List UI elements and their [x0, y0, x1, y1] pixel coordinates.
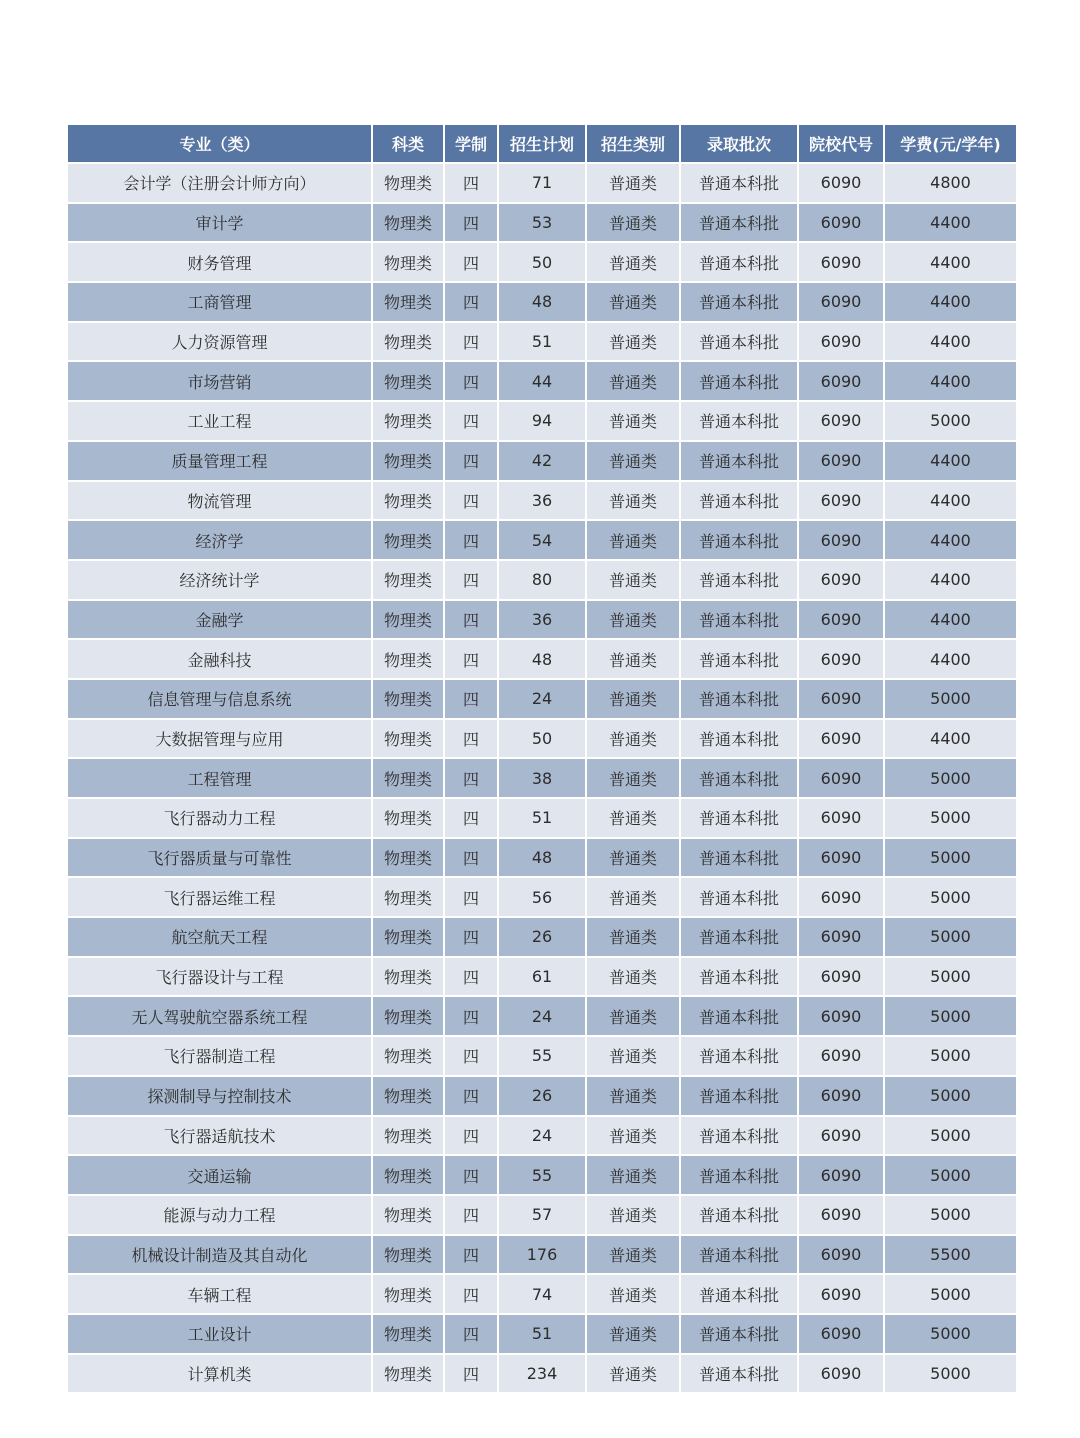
table-row: [68, 560, 1016, 600]
cell-tuition: 5000: [884, 1314, 1016, 1354]
table-row: [68, 401, 1016, 441]
header-enrollment-type: 招生类别: [586, 125, 680, 163]
table-row: [68, 1274, 1016, 1314]
cell-subject-category: 物理类: [372, 1354, 444, 1394]
cell-enrollment-type: 普通类: [586, 957, 680, 997]
header-tuition: 学费(元/学年): [884, 125, 1016, 163]
cell-admission-batch: 普通本科批: [680, 758, 798, 798]
cell-school-code: 6090: [798, 242, 884, 282]
cell-duration: 四: [444, 1314, 498, 1354]
cell-school-code: 6090: [798, 560, 884, 600]
cell-tuition: 5000: [884, 1274, 1016, 1314]
cell-enrollment-plan: 38: [498, 758, 586, 798]
cell-enrollment-type: 普通类: [586, 1274, 680, 1314]
cell-duration: 四: [444, 719, 498, 759]
cell-admission-batch: 普通本科批: [680, 441, 798, 481]
cell-duration: 四: [444, 520, 498, 560]
table-row: [68, 758, 1016, 798]
cell-enrollment-plan: 55: [498, 1036, 586, 1076]
cell-subject-category: 物理类: [372, 877, 444, 917]
table-row: [68, 996, 1016, 1036]
cell-admission-batch: 普通本科批: [680, 600, 798, 640]
table-row: [68, 1354, 1016, 1394]
cell-tuition: 5000: [884, 917, 1016, 957]
cell-enrollment-type: 普通类: [586, 1036, 680, 1076]
cell-admission-batch: 普通本科批: [680, 1235, 798, 1275]
cell-subject-category: 物理类: [372, 1036, 444, 1076]
cell-school-code: 6090: [798, 798, 884, 838]
cell-subject-category: 物理类: [372, 1076, 444, 1116]
cell-tuition: 4400: [884, 361, 1016, 401]
cell-admission-batch: 普通本科批: [680, 877, 798, 917]
cell-subject-category: 物理类: [372, 322, 444, 362]
header-enrollment-plan: 招生计划: [498, 125, 586, 163]
cell-enrollment-plan: 94: [498, 401, 586, 441]
cell-enrollment-type: 普通类: [586, 996, 680, 1036]
cell-duration: 四: [444, 322, 498, 362]
table-row: [68, 242, 1016, 282]
table-row: [68, 282, 1016, 322]
cell-subject-category: 物理类: [372, 1274, 444, 1314]
cell-school-code: 6090: [798, 679, 884, 719]
cell-tuition: 5000: [884, 401, 1016, 441]
table-row: [68, 639, 1016, 679]
cell-enrollment-type: 普通类: [586, 639, 680, 679]
cell-enrollment-type: 普通类: [586, 322, 680, 362]
table-row: [68, 481, 1016, 521]
cell-enrollment-type: 普通类: [586, 1314, 680, 1354]
cell-admission-batch: 普通本科批: [680, 1036, 798, 1076]
cell-enrollment-plan: 50: [498, 719, 586, 759]
cell-school-code: 6090: [798, 1155, 884, 1195]
cell-admission-batch: 普通本科批: [680, 203, 798, 243]
cell-subject-category: 物理类: [372, 520, 444, 560]
cell-duration: 四: [444, 639, 498, 679]
cell-tuition: 5000: [884, 996, 1016, 1036]
cell-enrollment-type: 普通类: [586, 163, 680, 203]
cell-subject-category: 物理类: [372, 1314, 444, 1354]
table-row: [68, 1116, 1016, 1156]
cell-enrollment-plan: 24: [498, 1116, 586, 1156]
cell-subject-category: 物理类: [372, 203, 444, 243]
cell-major: 飞行器设计与工程: [68, 957, 372, 997]
cell-duration: 四: [444, 163, 498, 203]
cell-major: 飞行器适航技术: [68, 1116, 372, 1156]
cell-enrollment-plan: 234: [498, 1354, 586, 1394]
header-duration: 学制: [444, 125, 498, 163]
cell-duration: 四: [444, 1195, 498, 1235]
cell-admission-batch: 普通本科批: [680, 1076, 798, 1116]
cell-admission-batch: 普通本科批: [680, 679, 798, 719]
cell-major: 经济统计学: [68, 560, 372, 600]
cell-school-code: 6090: [798, 520, 884, 560]
cell-duration: 四: [444, 1116, 498, 1156]
cell-duration: 四: [444, 560, 498, 600]
cell-enrollment-plan: 44: [498, 361, 586, 401]
cell-tuition: 5000: [884, 1195, 1016, 1235]
cell-enrollment-type: 普通类: [586, 282, 680, 322]
cell-enrollment-plan: 42: [498, 441, 586, 481]
cell-duration: 四: [444, 203, 498, 243]
cell-school-code: 6090: [798, 282, 884, 322]
cell-subject-category: 物理类: [372, 282, 444, 322]
cell-subject-category: 物理类: [372, 838, 444, 878]
cell-enrollment-type: 普通类: [586, 441, 680, 481]
cell-school-code: 6090: [798, 1274, 884, 1314]
table-row: [68, 1314, 1016, 1354]
cell-admission-batch: 普通本科批: [680, 1314, 798, 1354]
table-row: [68, 798, 1016, 838]
cell-enrollment-plan: 24: [498, 679, 586, 719]
cell-admission-batch: 普通本科批: [680, 957, 798, 997]
cell-enrollment-plan: 74: [498, 1274, 586, 1314]
cell-enrollment-type: 普通类: [586, 1155, 680, 1195]
cell-major: 物流管理: [68, 481, 372, 521]
cell-tuition: 5000: [884, 1354, 1016, 1394]
cell-major: 无人驾驶航空器系统工程: [68, 996, 372, 1036]
cell-school-code: 6090: [798, 1235, 884, 1275]
cell-major: 质量管理工程: [68, 441, 372, 481]
admissions-table-container: [68, 125, 1016, 1394]
cell-subject-category: 物理类: [372, 679, 444, 719]
cell-tuition: 5000: [884, 758, 1016, 798]
cell-subject-category: 物理类: [372, 719, 444, 759]
cell-tuition: 4400: [884, 719, 1016, 759]
table-row: [68, 1155, 1016, 1195]
cell-admission-batch: 普通本科批: [680, 1195, 798, 1235]
cell-tuition: 4800: [884, 163, 1016, 203]
table-row: [68, 1235, 1016, 1275]
cell-duration: 四: [444, 679, 498, 719]
cell-school-code: 6090: [798, 719, 884, 759]
cell-major: 飞行器运维工程: [68, 877, 372, 917]
table-row: [68, 600, 1016, 640]
cell-enrollment-plan: 48: [498, 282, 586, 322]
cell-admission-batch: 普通本科批: [680, 401, 798, 441]
cell-subject-category: 物理类: [372, 1116, 444, 1156]
cell-school-code: 6090: [798, 1314, 884, 1354]
cell-enrollment-type: 普通类: [586, 242, 680, 282]
table-row: [68, 203, 1016, 243]
cell-major: 车辆工程: [68, 1274, 372, 1314]
cell-enrollment-plan: 51: [498, 1314, 586, 1354]
cell-enrollment-plan: 71: [498, 163, 586, 203]
cell-duration: 四: [444, 242, 498, 282]
cell-admission-batch: 普通本科批: [680, 1274, 798, 1314]
cell-enrollment-type: 普通类: [586, 917, 680, 957]
cell-enrollment-plan: 53: [498, 203, 586, 243]
cell-enrollment-plan: 50: [498, 242, 586, 282]
cell-tuition: 5000: [884, 1155, 1016, 1195]
cell-major: 会计学（注册会计师方向）: [68, 163, 372, 203]
table-row: [68, 838, 1016, 878]
cell-major: 大数据管理与应用: [68, 719, 372, 759]
cell-duration: 四: [444, 1235, 498, 1275]
cell-major: 计算机类: [68, 1354, 372, 1394]
table-row: [68, 877, 1016, 917]
table-row: [68, 441, 1016, 481]
cell-subject-category: 物理类: [372, 957, 444, 997]
cell-duration: 四: [444, 441, 498, 481]
cell-school-code: 6090: [798, 917, 884, 957]
cell-duration: 四: [444, 1076, 498, 1116]
cell-admission-batch: 普通本科批: [680, 798, 798, 838]
header-subject-category: 科类: [372, 125, 444, 163]
cell-tuition: 4400: [884, 520, 1016, 560]
cell-tuition: 5500: [884, 1235, 1016, 1275]
cell-subject-category: 物理类: [372, 361, 444, 401]
cell-duration: 四: [444, 957, 498, 997]
table-row: [68, 163, 1016, 203]
table-row: [68, 520, 1016, 560]
cell-enrollment-type: 普通类: [586, 758, 680, 798]
cell-admission-batch: 普通本科批: [680, 917, 798, 957]
cell-school-code: 6090: [798, 441, 884, 481]
cell-subject-category: 物理类: [372, 1195, 444, 1235]
cell-tuition: 4400: [884, 322, 1016, 362]
cell-major: 机械设计制造及其自动化: [68, 1235, 372, 1275]
cell-enrollment-plan: 48: [498, 639, 586, 679]
cell-admission-batch: 普通本科批: [680, 838, 798, 878]
table-row: [68, 679, 1016, 719]
cell-admission-batch: 普通本科批: [680, 1354, 798, 1394]
cell-duration: 四: [444, 600, 498, 640]
cell-admission-batch: 普通本科批: [680, 520, 798, 560]
cell-major: 金融科技: [68, 639, 372, 679]
cell-enrollment-type: 普通类: [586, 481, 680, 521]
cell-enrollment-plan: 51: [498, 798, 586, 838]
cell-tuition: 5000: [884, 877, 1016, 917]
cell-enrollment-type: 普通类: [586, 838, 680, 878]
cell-enrollment-plan: 80: [498, 560, 586, 600]
cell-major: 审计学: [68, 203, 372, 243]
cell-school-code: 6090: [798, 322, 884, 362]
cell-school-code: 6090: [798, 1036, 884, 1076]
cell-school-code: 6090: [798, 838, 884, 878]
cell-major: 工业工程: [68, 401, 372, 441]
cell-duration: 四: [444, 282, 498, 322]
cell-major: 飞行器动力工程: [68, 798, 372, 838]
cell-subject-category: 物理类: [372, 242, 444, 282]
cell-enrollment-plan: 56: [498, 877, 586, 917]
cell-subject-category: 物理类: [372, 1155, 444, 1195]
cell-enrollment-type: 普通类: [586, 361, 680, 401]
cell-school-code: 6090: [798, 1354, 884, 1394]
cell-admission-batch: 普通本科批: [680, 282, 798, 322]
cell-enrollment-plan: 24: [498, 996, 586, 1036]
cell-school-code: 6090: [798, 163, 884, 203]
cell-duration: 四: [444, 996, 498, 1036]
cell-subject-category: 物理类: [372, 163, 444, 203]
cell-major: 金融学: [68, 600, 372, 640]
cell-duration: 四: [444, 798, 498, 838]
cell-enrollment-type: 普通类: [586, 1354, 680, 1394]
table-body: [68, 163, 1016, 1393]
cell-school-code: 6090: [798, 361, 884, 401]
cell-enrollment-type: 普通类: [586, 520, 680, 560]
cell-school-code: 6090: [798, 600, 884, 640]
cell-duration: 四: [444, 1274, 498, 1314]
cell-subject-category: 物理类: [372, 917, 444, 957]
cell-subject-category: 物理类: [372, 758, 444, 798]
cell-school-code: 6090: [798, 639, 884, 679]
cell-enrollment-type: 普通类: [586, 679, 680, 719]
cell-subject-category: 物理类: [372, 441, 444, 481]
cell-admission-batch: 普通本科批: [680, 481, 798, 521]
cell-subject-category: 物理类: [372, 798, 444, 838]
cell-enrollment-plan: 26: [498, 917, 586, 957]
cell-tuition: 5000: [884, 1116, 1016, 1156]
cell-admission-batch: 普通本科批: [680, 560, 798, 600]
cell-enrollment-plan: 176: [498, 1235, 586, 1275]
cell-duration: 四: [444, 1354, 498, 1394]
cell-school-code: 6090: [798, 1195, 884, 1235]
cell-enrollment-type: 普通类: [586, 1195, 680, 1235]
header-admission-batch: 录取批次: [680, 125, 798, 163]
header-school-code: 院校代号: [798, 125, 884, 163]
cell-tuition: 4400: [884, 481, 1016, 521]
cell-subject-category: 物理类: [372, 1235, 444, 1275]
cell-tuition: 4400: [884, 242, 1016, 282]
table-header-row: [68, 125, 1016, 163]
cell-enrollment-type: 普通类: [586, 877, 680, 917]
table-row: [68, 719, 1016, 759]
cell-tuition: 4400: [884, 203, 1016, 243]
table-row: [68, 1076, 1016, 1116]
cell-admission-batch: 普通本科批: [680, 639, 798, 679]
cell-tuition: 4400: [884, 441, 1016, 481]
cell-subject-category: 物理类: [372, 996, 444, 1036]
cell-admission-batch: 普通本科批: [680, 361, 798, 401]
cell-enrollment-type: 普通类: [586, 798, 680, 838]
cell-duration: 四: [444, 1036, 498, 1076]
cell-enrollment-plan: 55: [498, 1155, 586, 1195]
cell-major: 飞行器制造工程: [68, 1036, 372, 1076]
cell-tuition: 5000: [884, 957, 1016, 997]
cell-admission-batch: 普通本科批: [680, 1116, 798, 1156]
cell-major: 能源与动力工程: [68, 1195, 372, 1235]
cell-enrollment-type: 普通类: [586, 719, 680, 759]
header-major: 专业（类）: [68, 125, 372, 163]
cell-tuition: 5000: [884, 798, 1016, 838]
cell-major: 财务管理: [68, 242, 372, 282]
cell-subject-category: 物理类: [372, 401, 444, 441]
cell-admission-batch: 普通本科批: [680, 163, 798, 203]
cell-duration: 四: [444, 1155, 498, 1195]
cell-enrollment-type: 普通类: [586, 1235, 680, 1275]
cell-enrollment-plan: 26: [498, 1076, 586, 1116]
cell-school-code: 6090: [798, 1116, 884, 1156]
cell-subject-category: 物理类: [372, 600, 444, 640]
cell-school-code: 6090: [798, 758, 884, 798]
cell-admission-batch: 普通本科批: [680, 242, 798, 282]
cell-enrollment-type: 普通类: [586, 401, 680, 441]
cell-enrollment-plan: 51: [498, 322, 586, 362]
cell-enrollment-type: 普通类: [586, 560, 680, 600]
cell-duration: 四: [444, 877, 498, 917]
cell-duration: 四: [444, 917, 498, 957]
cell-enrollment-plan: 54: [498, 520, 586, 560]
cell-major: 信息管理与信息系统: [68, 679, 372, 719]
cell-subject-category: 物理类: [372, 481, 444, 521]
cell-school-code: 6090: [798, 1076, 884, 1116]
table-row: [68, 361, 1016, 401]
cell-major: 探测制导与控制技术: [68, 1076, 372, 1116]
cell-duration: 四: [444, 838, 498, 878]
cell-major: 交通运输: [68, 1155, 372, 1195]
cell-tuition: 5000: [884, 838, 1016, 878]
cell-major: 人力资源管理: [68, 322, 372, 362]
cell-enrollment-type: 普通类: [586, 203, 680, 243]
cell-admission-batch: 普通本科批: [680, 996, 798, 1036]
cell-duration: 四: [444, 361, 498, 401]
cell-major: 飞行器质量与可靠性: [68, 838, 372, 878]
cell-enrollment-plan: 36: [498, 600, 586, 640]
cell-school-code: 6090: [798, 957, 884, 997]
cell-duration: 四: [444, 481, 498, 521]
cell-school-code: 6090: [798, 996, 884, 1036]
cell-enrollment-plan: 48: [498, 838, 586, 878]
cell-major: 工商管理: [68, 282, 372, 322]
cell-school-code: 6090: [798, 203, 884, 243]
table-row: [68, 1195, 1016, 1235]
table-row: [68, 322, 1016, 362]
cell-major: 工业设计: [68, 1314, 372, 1354]
cell-school-code: 6090: [798, 401, 884, 441]
cell-tuition: 4400: [884, 600, 1016, 640]
cell-major: 经济学: [68, 520, 372, 560]
table-row: [68, 917, 1016, 957]
table-row: [68, 1036, 1016, 1076]
cell-major: 市场营销: [68, 361, 372, 401]
cell-tuition: 4400: [884, 560, 1016, 600]
cell-school-code: 6090: [798, 877, 884, 917]
cell-major: 航空航天工程: [68, 917, 372, 957]
cell-admission-batch: 普通本科批: [680, 322, 798, 362]
cell-admission-batch: 普通本科批: [680, 1155, 798, 1195]
cell-enrollment-plan: 36: [498, 481, 586, 521]
cell-tuition: 4400: [884, 282, 1016, 322]
cell-tuition: 4400: [884, 639, 1016, 679]
cell-major: 工程管理: [68, 758, 372, 798]
cell-enrollment-plan: 61: [498, 957, 586, 997]
cell-subject-category: 物理类: [372, 560, 444, 600]
table-row: [68, 957, 1016, 997]
admissions-plan-table: [68, 125, 1016, 1394]
cell-school-code: 6090: [798, 481, 884, 521]
cell-admission-batch: 普通本科批: [680, 719, 798, 759]
cell-tuition: 5000: [884, 1036, 1016, 1076]
cell-duration: 四: [444, 758, 498, 798]
cell-duration: 四: [444, 401, 498, 441]
cell-enrollment-type: 普通类: [586, 1116, 680, 1156]
cell-enrollment-type: 普通类: [586, 600, 680, 640]
cell-tuition: 5000: [884, 679, 1016, 719]
cell-tuition: 5000: [884, 1076, 1016, 1116]
cell-subject-category: 物理类: [372, 639, 444, 679]
cell-enrollment-type: 普通类: [586, 1076, 680, 1116]
cell-enrollment-plan: 57: [498, 1195, 586, 1235]
